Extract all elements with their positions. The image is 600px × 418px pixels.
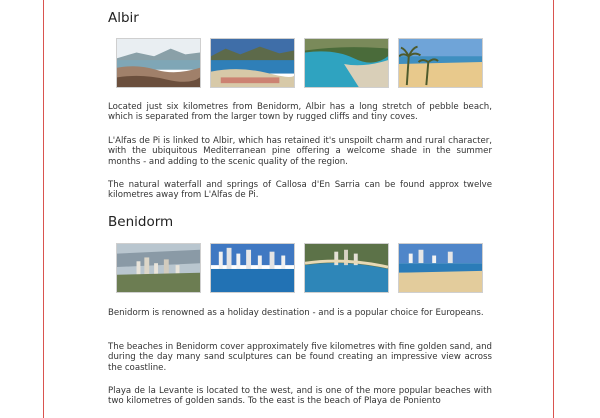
benidorm-paragraph-3: Playa de la Levante is located to the west, and is one of the more popular beaches with two kilometres of golden sands. To the east is the beach of Playa de Poniento [108,386,492,407]
albir-photo-2[interactable] [210,38,295,88]
albir-photo-3[interactable] [304,38,389,88]
section-title-albir: Albir [108,10,139,26]
albir-gallery [116,38,483,88]
benidorm-photo-4[interactable] [398,243,483,293]
benidorm-photo-3[interactable] [304,243,389,293]
benidorm-photo-1[interactable] [116,243,201,293]
albir-paragraph-1: Located just six kilometres from Benidorm, Albir has a long stretch of pebble beach, which is separated from the larger town by rugged cliffs and tiny coves. [108,102,492,123]
benidorm-paragraph-1: Benidorm is renowned as a holiday destination - and is a popular choice for Europeans. [108,308,484,318]
albir-photo-1[interactable] [116,38,201,88]
benidorm-paragraph-2: The beaches in Benidorm cover approximately five kilometres with fine golden sand, and during the day many sand sculptures can be found creating an impressive view across the coastline. [108,342,492,373]
benidorm-gallery [116,243,483,293]
benidorm-photo-2[interactable] [210,243,295,293]
section-title-benidorm: Benidorm [108,214,174,230]
albir-paragraph-2: L'Alfas de Pi is linked to Albir, which has retained it's unspoilt charm and rural character, with the ubiquitous Mediterranean pine offering a welcome shade in the summer months - and adding to the scenic quality of the region. [108,136,492,167]
albir-photo-4[interactable] [398,38,483,88]
albir-paragraph-3: The natural waterfall and springs of Callosa d'En Sarria can be found approx twelve kilometres away from L'Alfas de Pi. [108,180,492,201]
